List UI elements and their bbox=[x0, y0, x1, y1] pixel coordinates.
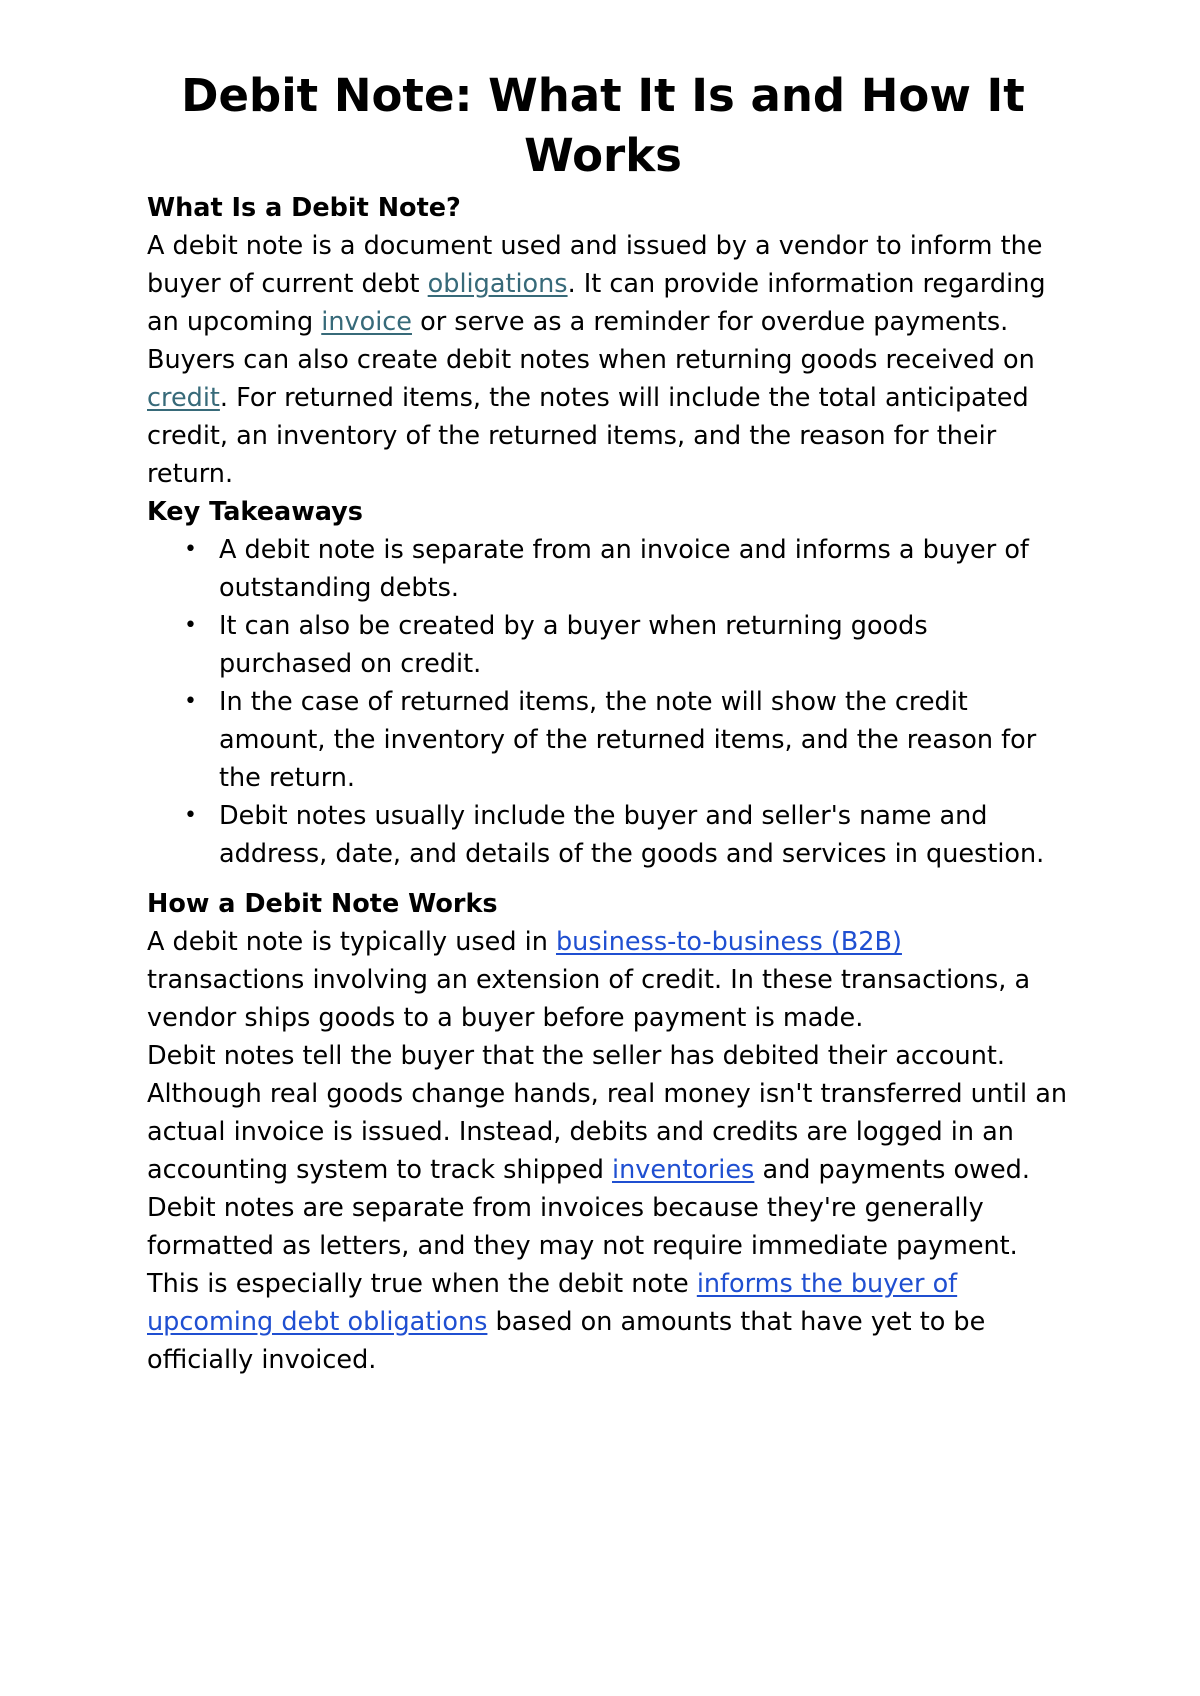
text-run: A debit note is typically used in bbox=[147, 927, 556, 957]
text-run: A debit note is a document used and issued by a vendor to inform the buyer of current debt bbox=[147, 231, 1043, 299]
list-item bbox=[184, 797, 1067, 873]
text-run: . It can provide information regarding an upcoming bbox=[147, 269, 1046, 337]
list-item-text: It can also be created by a buyer when returning goods purchased on credit. bbox=[219, 611, 928, 679]
page-title: Debit Note: What It Is and How It Works bbox=[181, 69, 1025, 182]
text-run: and payments owed. bbox=[754, 1155, 1030, 1185]
spacer bbox=[147, 873, 1067, 885]
bullet-icon: • bbox=[184, 803, 197, 828]
link-obligations[interactable]: obligations bbox=[427, 269, 568, 299]
paragraph-buyers bbox=[147, 341, 1067, 493]
list-item bbox=[184, 683, 1067, 797]
paragraph-debited-account bbox=[147, 1037, 1067, 1189]
link-credit[interactable]: credit bbox=[147, 383, 220, 413]
text-run: transactions involving an extension of credit. In these transactions, a vendor ships goods to a buyer before payment is made. bbox=[147, 965, 1031, 1033]
link-business-to-business[interactable]: business-to-business (B2B) bbox=[555, 927, 902, 957]
paragraph-separate-from-invoices bbox=[147, 1189, 1067, 1379]
list-item-text: Debit notes usually include the buyer and seller's name and address, date, and details of the goods and services in question. bbox=[219, 801, 1045, 869]
document-page bbox=[147, 66, 1067, 1379]
text-run: or serve as a reminder for overdue payments. bbox=[411, 307, 1009, 337]
link-invoice[interactable]: invoice bbox=[321, 307, 412, 337]
text-run: based on amounts that have yet to be officially invoiced. bbox=[147, 1307, 986, 1375]
link-inventories[interactable]: inventories bbox=[612, 1155, 755, 1185]
list-item-text: In the case of returned items, the note will show the credit amount, the inventory of the returned items, and the reason for the return. bbox=[219, 687, 1037, 793]
text-run: . For returned items, the notes will include the total anticipated credit, an inventory of the returned items, and the reason for their return. bbox=[147, 383, 1029, 489]
bullet-icon: • bbox=[184, 537, 197, 562]
list-item bbox=[184, 607, 1067, 683]
section-heading-what-is: What Is a Debit Note? bbox=[147, 193, 461, 223]
paragraph-definition bbox=[147, 227, 1067, 341]
list-item bbox=[184, 531, 1067, 607]
bullet-icon: • bbox=[184, 689, 197, 714]
section-heading-key-takeaways: Key Takeaways bbox=[147, 497, 363, 527]
text-run: Buyers can also create debit notes when returning goods received on bbox=[147, 345, 1035, 375]
section-heading-how-it-works: How a Debit Note Works bbox=[147, 889, 498, 919]
text-run: Debit notes are separate from invoices because they're generally formatted as letters, and they may not require immediate payment. This is especially true when the debit note bbox=[147, 1193, 1018, 1299]
bullet-icon: • bbox=[184, 613, 197, 638]
key-takeaways-list bbox=[147, 531, 1067, 873]
list-item-text: A debit note is separate from an invoice and informs a buyer of outstanding debts. bbox=[219, 535, 1029, 603]
link-upcoming-debt-obligations[interactable]: informs the buyer of upcoming debt obligations bbox=[147, 1269, 958, 1337]
text-run: Debit notes tell the buyer that the seller has debited their account. Although real goods change hands, real money isn't transferred until an actual invoice is issued. Instead, debits and credits are logged in an accounting system to track shipped bbox=[147, 1041, 1067, 1185]
paragraph-b2b bbox=[147, 923, 1067, 1037]
